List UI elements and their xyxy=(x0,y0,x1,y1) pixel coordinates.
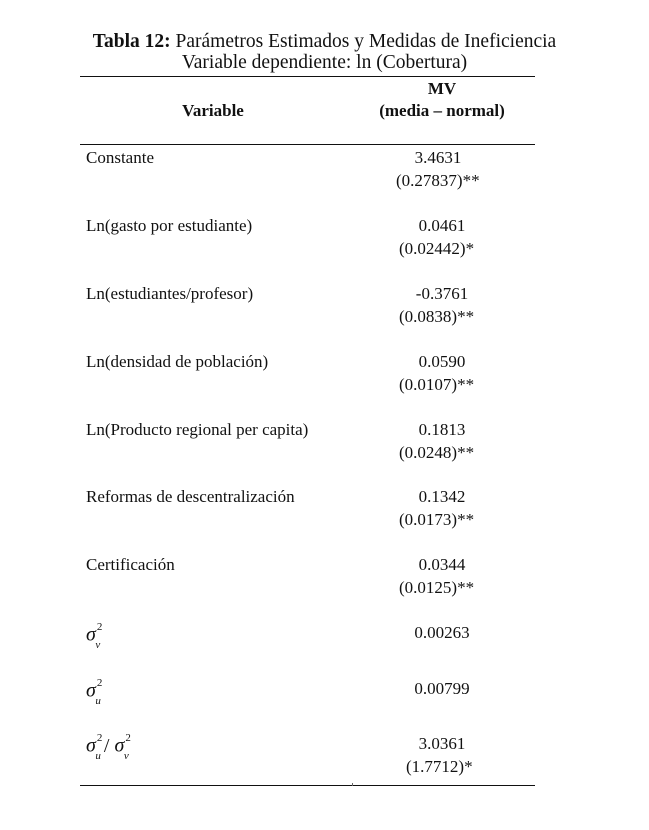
table-label: Tabla 12: xyxy=(92,31,171,52)
header-rule xyxy=(80,144,535,145)
row-se: (0.0107)** xyxy=(399,375,475,394)
superscript: 2 xyxy=(125,732,131,744)
row-estimate: 3.4631 xyxy=(414,148,462,167)
subscript: u xyxy=(95,694,101,707)
subscript: v xyxy=(95,638,101,651)
sigma-symbol: σ xyxy=(114,734,125,757)
table-subtitle: Variable dependiente: ln (Cobertura) xyxy=(181,52,468,73)
row-variable-estudiantes-profesor: Ln(estudiantes/profesor) xyxy=(86,284,254,303)
row-variable-reformas: Reformas de descentralización xyxy=(86,487,295,506)
table-title xyxy=(0,31,649,53)
bottom-rule xyxy=(80,785,535,786)
row-se: (0.02442)* xyxy=(399,239,475,258)
row-estimate: -0.3761 xyxy=(415,284,469,303)
row-variable-gasto: Ln(gasto por estudiante) xyxy=(86,216,253,235)
sigma-symbol: σ xyxy=(86,623,96,646)
row-estimate: 0.0461 xyxy=(418,216,466,235)
model-header: MV xyxy=(427,79,457,98)
row-se: (0.27837)** xyxy=(396,171,480,190)
row-variable-certificacion: Certificación xyxy=(86,555,175,574)
row-estimate: 0.00799 xyxy=(414,679,470,698)
model-subheader: (media – normal) xyxy=(379,101,505,120)
column-divider-tick xyxy=(352,783,353,786)
variable-header: Variable xyxy=(182,101,244,120)
top-rule xyxy=(80,76,535,77)
row-se: (0.0173)** xyxy=(399,510,475,529)
sigma-symbol: σ xyxy=(86,679,96,702)
row-estimate: 3.0361 xyxy=(418,734,466,753)
subscript: u xyxy=(95,749,101,762)
row-se: (1.7712)* xyxy=(406,757,473,776)
row-variable-sigma-v-squared xyxy=(86,620,107,653)
row-variable-sigma-u-squared xyxy=(86,676,108,709)
row-estimate: 0.0344 xyxy=(418,555,466,574)
row-estimate: 0.0590 xyxy=(418,352,466,371)
row-se: (0.0248)** xyxy=(399,443,475,462)
divider-symbol: / xyxy=(103,734,110,757)
row-estimate: 0.1813 xyxy=(418,420,466,439)
table-title-text: Parámetros Estimados y Medidas de Ineficiencia xyxy=(170,31,557,52)
row-se: (0.0125)** xyxy=(399,578,475,597)
row-estimate: 0.1342 xyxy=(418,487,466,506)
superscript: 2 xyxy=(96,677,103,689)
row-estimate: 0.00263 xyxy=(414,623,470,642)
subscript: v xyxy=(123,749,129,762)
row-variable-densidad: Ln(densidad de población) xyxy=(86,352,269,371)
row-variable-producto-regional: Ln(Producto regional per capita) xyxy=(86,420,309,439)
row-se: (0.0838)** xyxy=(399,307,475,326)
superscript: 2 xyxy=(96,732,103,744)
row-variable-constante: Constante xyxy=(86,148,154,167)
superscript: 2 xyxy=(96,621,103,633)
row-variable-sigma-ratio xyxy=(86,731,136,764)
sigma-symbol: σ xyxy=(86,734,96,757)
